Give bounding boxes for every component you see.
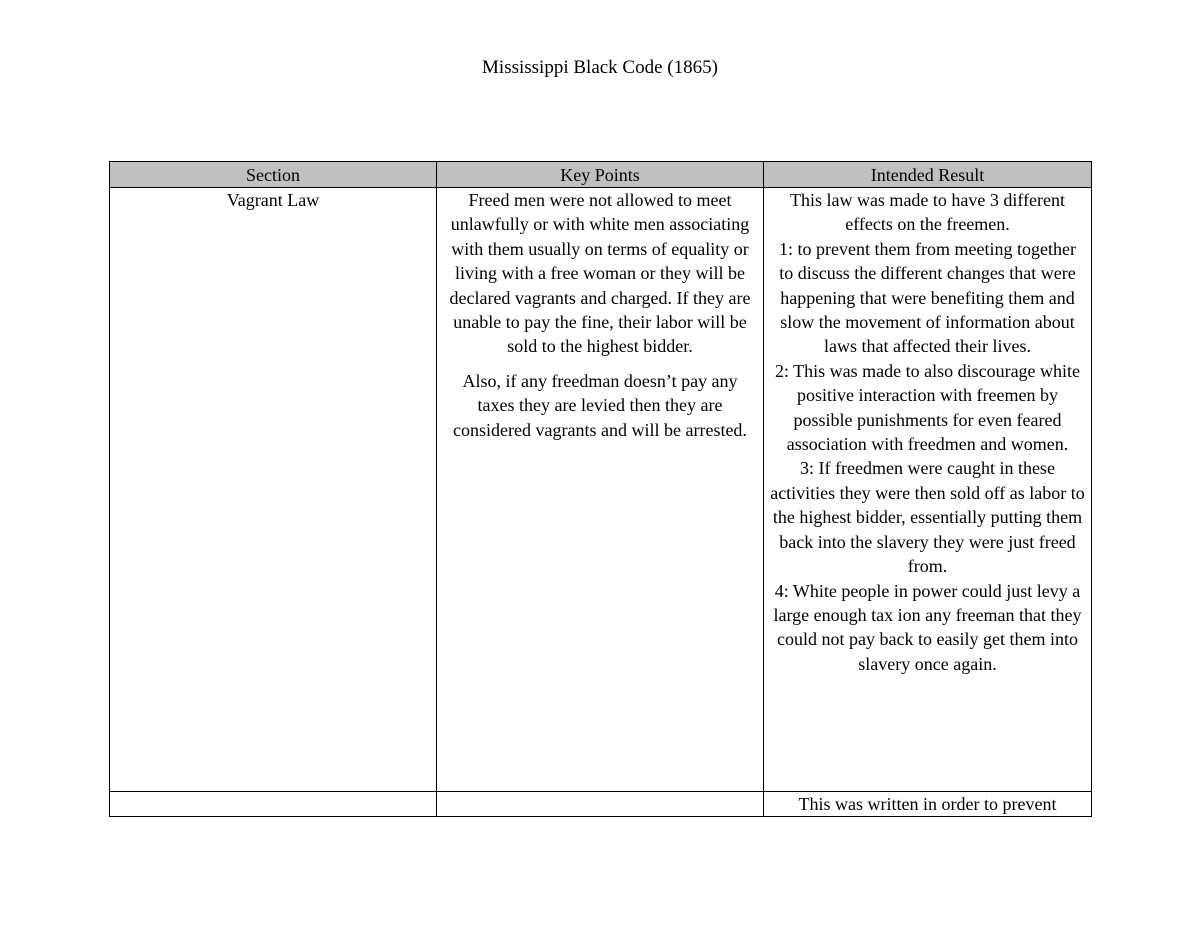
section-cell: Vagrant Law (110, 188, 437, 792)
key-points-cell (437, 188, 764, 792)
intended-result-paragraph: 1: to prevent them from meeting together to discuss the different changes that were happening that were benefiting them and slow the movement of information about laws that affected their lives. (779, 238, 1076, 357)
intended-result-paragraph: 2: This was made to also discourage white positive interaction with freemen by possible punishments for even feared association with freedmen and women. (774, 360, 1081, 455)
key-points-cell (437, 792, 764, 817)
header-section: Section (110, 162, 437, 188)
header-key-points: Key Points (437, 162, 764, 188)
document-title: Mississippi Black Code (1865) (482, 57, 718, 78)
intended-result-paragraph: 3: If freedmen were caught in these activities they were then sold off as labor to the highest bidder, essentially putting them back into the slavery they were just freed from. (770, 458, 1085, 577)
table-header-row (110, 162, 1092, 188)
intended-result-cell (764, 188, 1092, 792)
intended-result-paragraph: This was written in order to prevent (798, 794, 1057, 814)
key-point-paragraph: Also, if any freedman doesn’t pay any taxes they are levied then they are considered vagrants and will be arrested. (453, 370, 747, 440)
table-row (110, 188, 1092, 792)
section-cell (110, 792, 437, 817)
intended-result-paragraph: This law was made to have 3 different effects on the freemen. (789, 190, 1066, 235)
header-intended-result: Intended Result (764, 162, 1092, 188)
key-point-paragraph: Freed men were not allowed to meet unlawfully or with white men associating with them usually on terms of equality or living with a free woman or they will be declared vagrants and charged. If they are unable to pay the fine, their labor will be sold to the highest bidder. (449, 190, 751, 357)
table-row (110, 792, 1092, 817)
intended-result-cell (764, 792, 1092, 817)
intended-result-paragraph: 4: White people in power could just levy a large enough tax ion any freeman that they could not pay back to easily get them into slavery once again. (773, 580, 1082, 674)
black-code-table (109, 161, 1092, 817)
